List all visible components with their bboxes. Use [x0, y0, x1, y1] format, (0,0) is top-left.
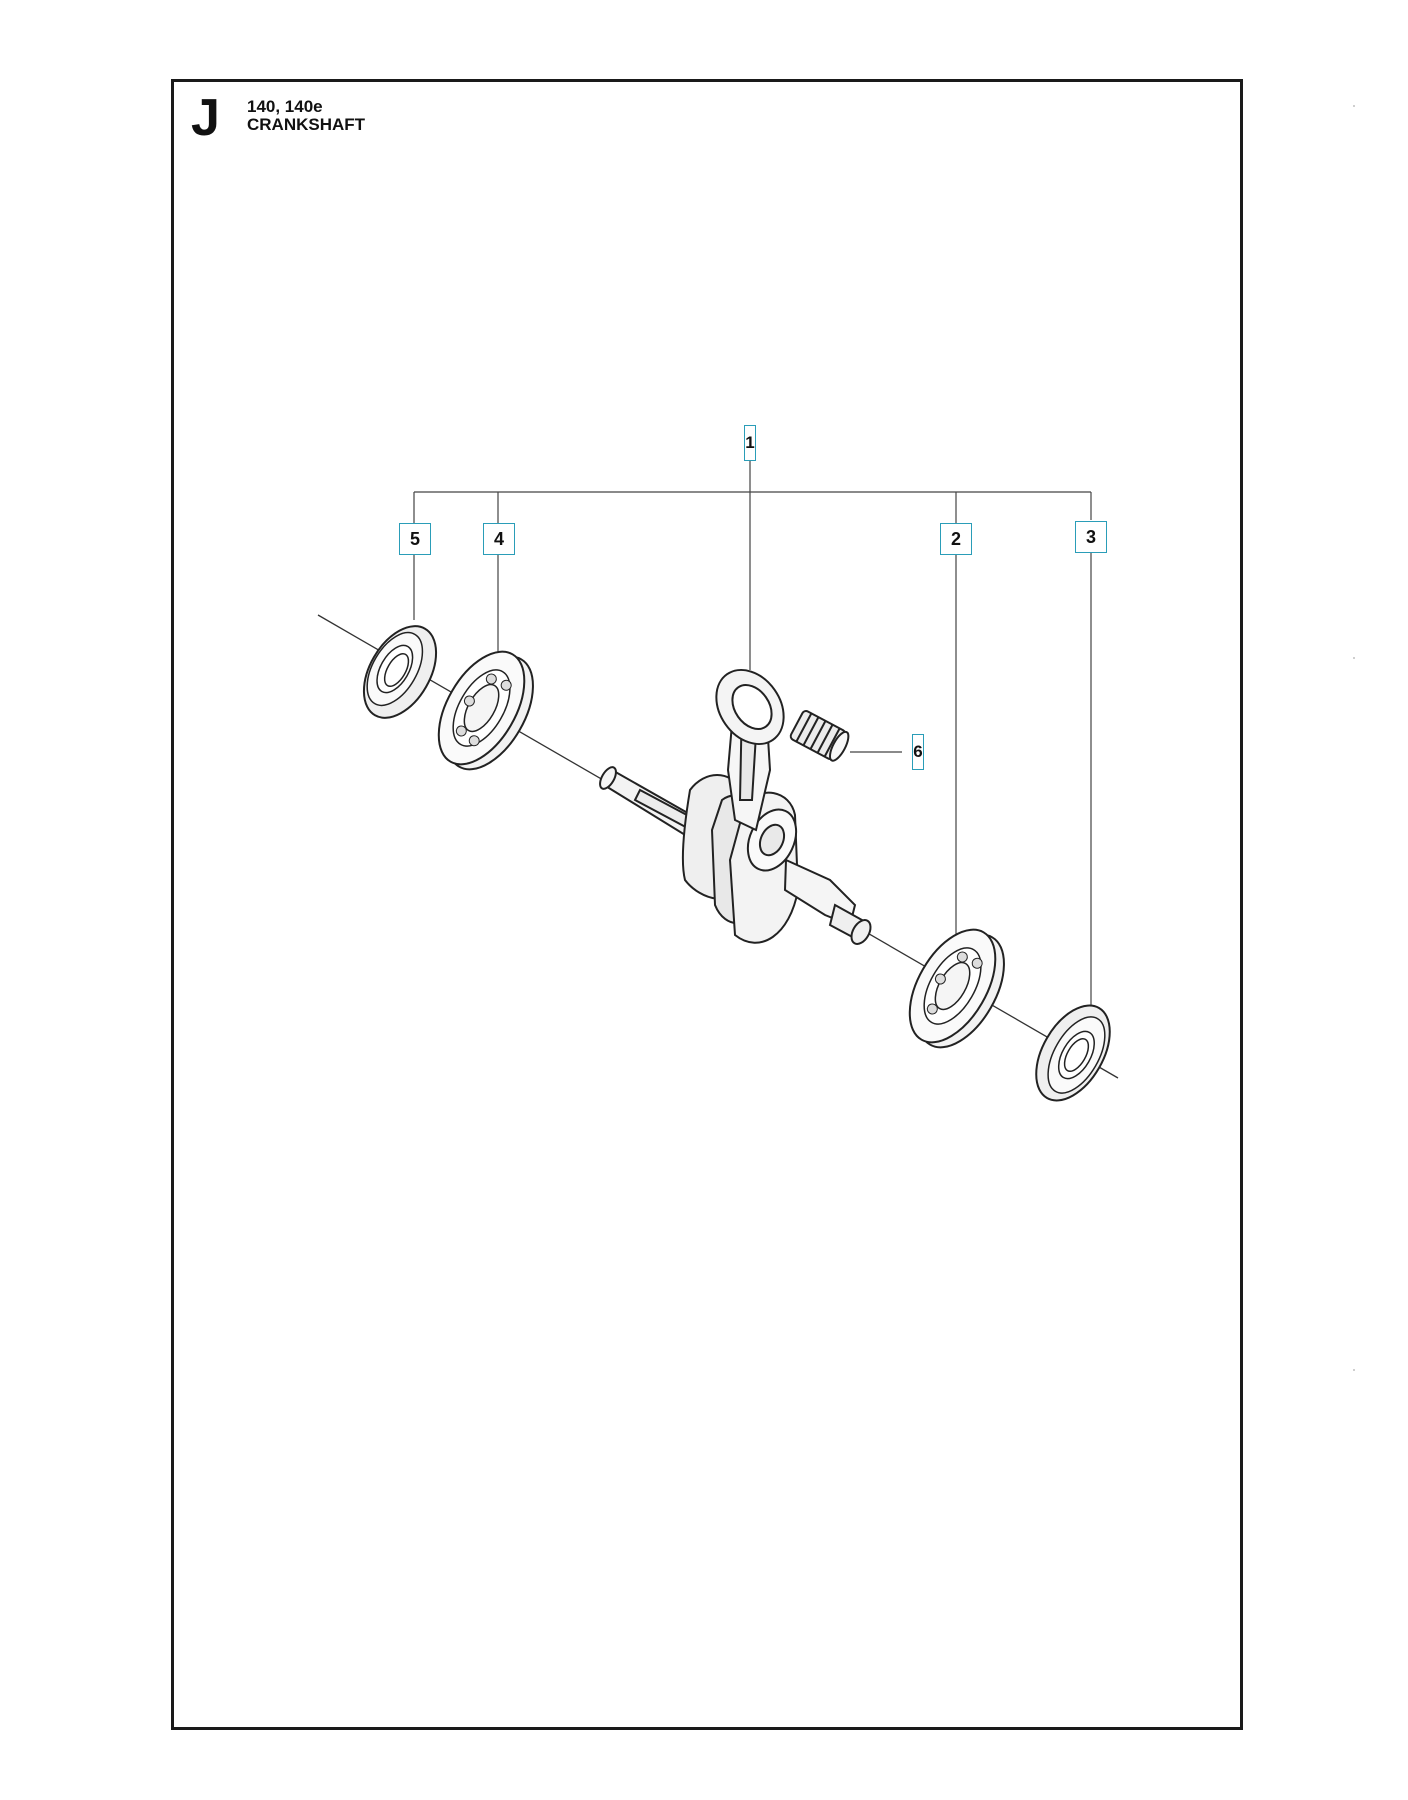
crankshaft [597, 657, 875, 947]
oil-seal-right [1021, 993, 1125, 1113]
callout-4: 4 [483, 523, 515, 555]
callout-2: 2 [940, 523, 972, 555]
ball-bearing-left [421, 637, 551, 783]
model-numbers: 140, 140e [247, 97, 323, 116]
margin-tick [1353, 1369, 1355, 1371]
needle-bearing [789, 710, 852, 764]
callout-5: 5 [399, 523, 431, 555]
section-letter: J [191, 89, 220, 147]
callout-6: 6 [912, 734, 924, 770]
margin-tick [1353, 657, 1355, 659]
oil-seal-left [349, 614, 451, 731]
callout-1: 1 [744, 425, 756, 461]
margin-tick [1353, 105, 1355, 107]
callout-3: 3 [1075, 521, 1107, 553]
ball-bearing-right [892, 915, 1022, 1061]
diagram-title: CRANKSHAFT [247, 115, 366, 134]
